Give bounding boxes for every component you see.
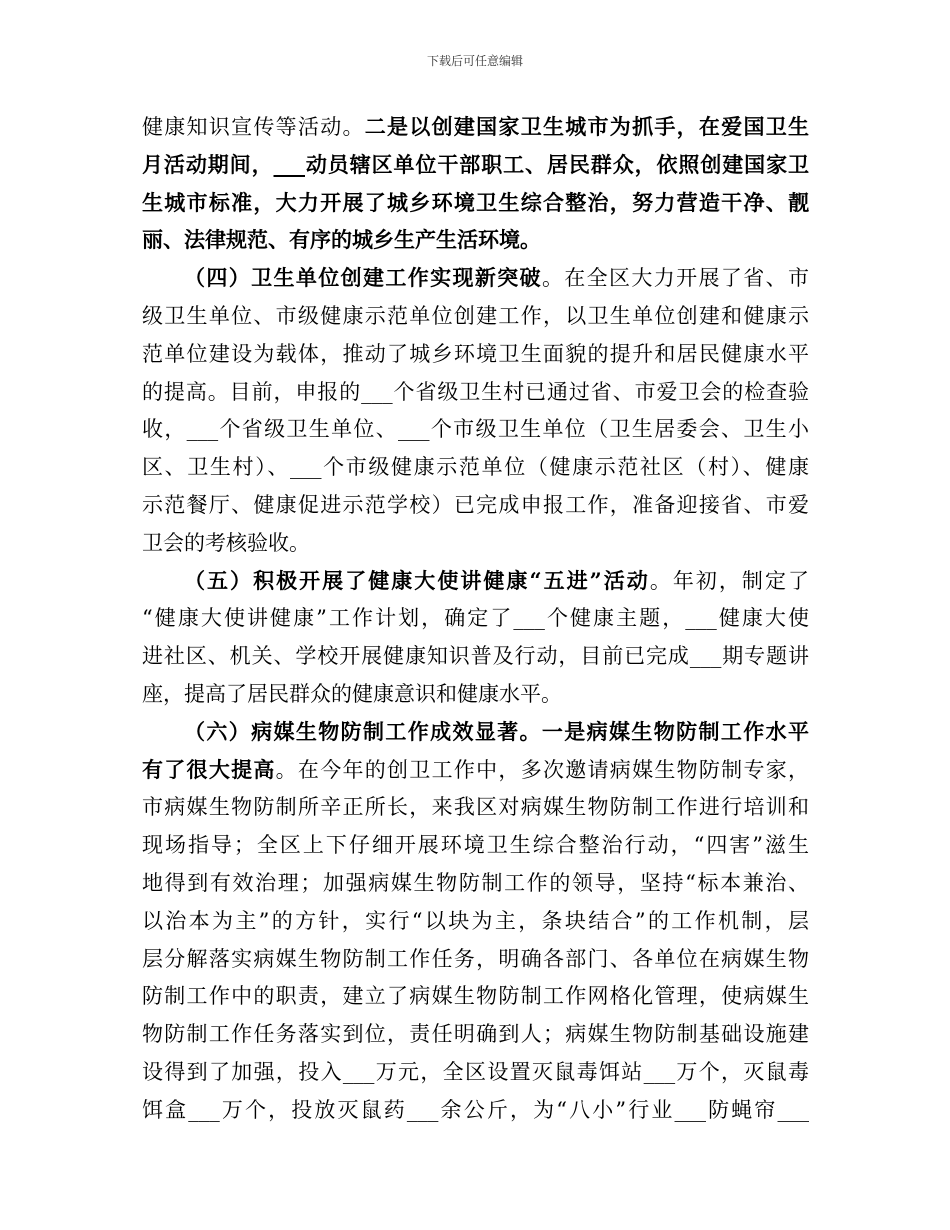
bold-text: 有了很大提高 [142, 756, 276, 782]
text-line [142, 1095, 809, 1125]
text-run: 。在全区大力开展了省、市 [541, 266, 810, 291]
text-line [142, 339, 809, 369]
text-line [142, 641, 809, 671]
text-line [142, 755, 809, 785]
text-run: 收，___个省级卫生单位、___个市级卫生单位（卫生居委会、卫生小 [142, 417, 809, 442]
bold-text: 生城市标准，大力开展了城乡环境卫生综合整治，努力营造干净、靓 [142, 189, 809, 215]
text-run: 。年初，制定了 [649, 568, 809, 593]
text-run: 市病媒生物防制所辛正所长，来我区对病媒生物防制工作进行培训和 [142, 795, 809, 820]
text-line [184, 717, 809, 747]
text-line [142, 528, 809, 558]
bold-text: （四）卫生单位创建工作实现新突破 [184, 265, 542, 291]
page-header: 下载后可任意编辑 [426, 54, 523, 68]
bold-text: （五）积极开展了健康大使讲健康“五进”活动 [184, 567, 650, 593]
text-run: 以治本为主”的方针，实行“以块为主，条块结合”的工作机制，层 [142, 908, 809, 933]
text-line [142, 792, 809, 822]
text-line [142, 868, 809, 898]
text-run: 物防制工作任务落实到位，责任明确到人；病媒生物防制基础设施建 [142, 1022, 809, 1047]
text-run: 示范餐厅、健康促进示范学校）已完成申报工作，准备迎接省、市爱 [142, 493, 809, 517]
text-line [142, 1057, 809, 1087]
text-run: 防制工作中的职责，建立了病媒生物防制工作网格化管理，使病媒生 [142, 984, 809, 1009]
text-line [142, 452, 809, 482]
text-line [184, 566, 809, 596]
text-line [184, 263, 809, 293]
text-run: 进社区、机关、学校开展健康知识普及行动，目前已完成___期专题讲 [142, 644, 809, 669]
text-line [142, 377, 809, 407]
text-run: 健康知识宣传等活动。 [142, 115, 365, 139]
text-run: 设得到了加强，投入___万元，全区设置灭鼠毒饵站___万个，灭鼠毒 [142, 1060, 809, 1084]
text-line [142, 225, 809, 255]
text-run: 卫会的考核验收。 [142, 530, 310, 555]
text-line [142, 188, 809, 218]
text-run: 层分解落实病媒生物防制工作任务，明确各部门、各单位在病媒生物 [142, 946, 809, 971]
text-line [142, 1019, 809, 1049]
text-run: 座，提高了居民群众的健康意识和健康水平。 [142, 682, 562, 706]
text-run: 饵盒___万个，投放灭鼠药___余公斤，为“八小”行业___防蝇帘___ [142, 1097, 809, 1122]
bold-text: 二是以创建国家卫生城市为抓手，在爱国卫生 [364, 114, 810, 139]
text-run: 的提高。目前，申报的___个省级卫生村已通过省、市爱卫会的检查验 [142, 379, 809, 404]
text-line [142, 906, 809, 936]
text-line [142, 490, 809, 520]
text-run: 区、卫生村）、___个市级健康示范单位（健康示范社区（村）、健康 [142, 455, 809, 480]
text-run: 地得到有效治理；加强病媒生物防制工作的领导，坚持“标本兼治、 [142, 871, 809, 895]
text-line [142, 679, 809, 709]
text-line [142, 603, 809, 633]
bold-text: （六）病媒生物防制工作成效显著。一是病媒生物防制工作水平 [184, 718, 809, 744]
bold-text: 月活动期间，___动员辖区单位干部职工、居民群众，依照创建国家卫 [142, 151, 809, 177]
text-line [142, 112, 809, 142]
text-line [142, 944, 809, 974]
text-line [142, 414, 809, 444]
text-line [142, 301, 809, 331]
text-line [142, 830, 809, 860]
text-run: “健康大使讲健康”工作计划，确定了___个健康主题，___健康大使 [142, 606, 809, 631]
text-line [142, 150, 809, 180]
bold-text: 丽、法律规范、有序的城乡生产生活环境。 [142, 227, 541, 253]
text-run: 。在今年的创卫工作中，多次邀请病媒生物防制专家， [275, 757, 809, 782]
text-run: 范单位建设为载体，推动了城乡环境卫生面貌的提升和居民健康水平 [142, 341, 809, 366]
text-run: 级卫生单位、市级健康示范单位创建工作，以卫生单位创建和健康示 [142, 304, 809, 328]
text-line [142, 981, 809, 1011]
text-run: 现场指导；全区上下仔细开展环境卫生综合整治行动，“四害”滋生 [142, 833, 809, 858]
